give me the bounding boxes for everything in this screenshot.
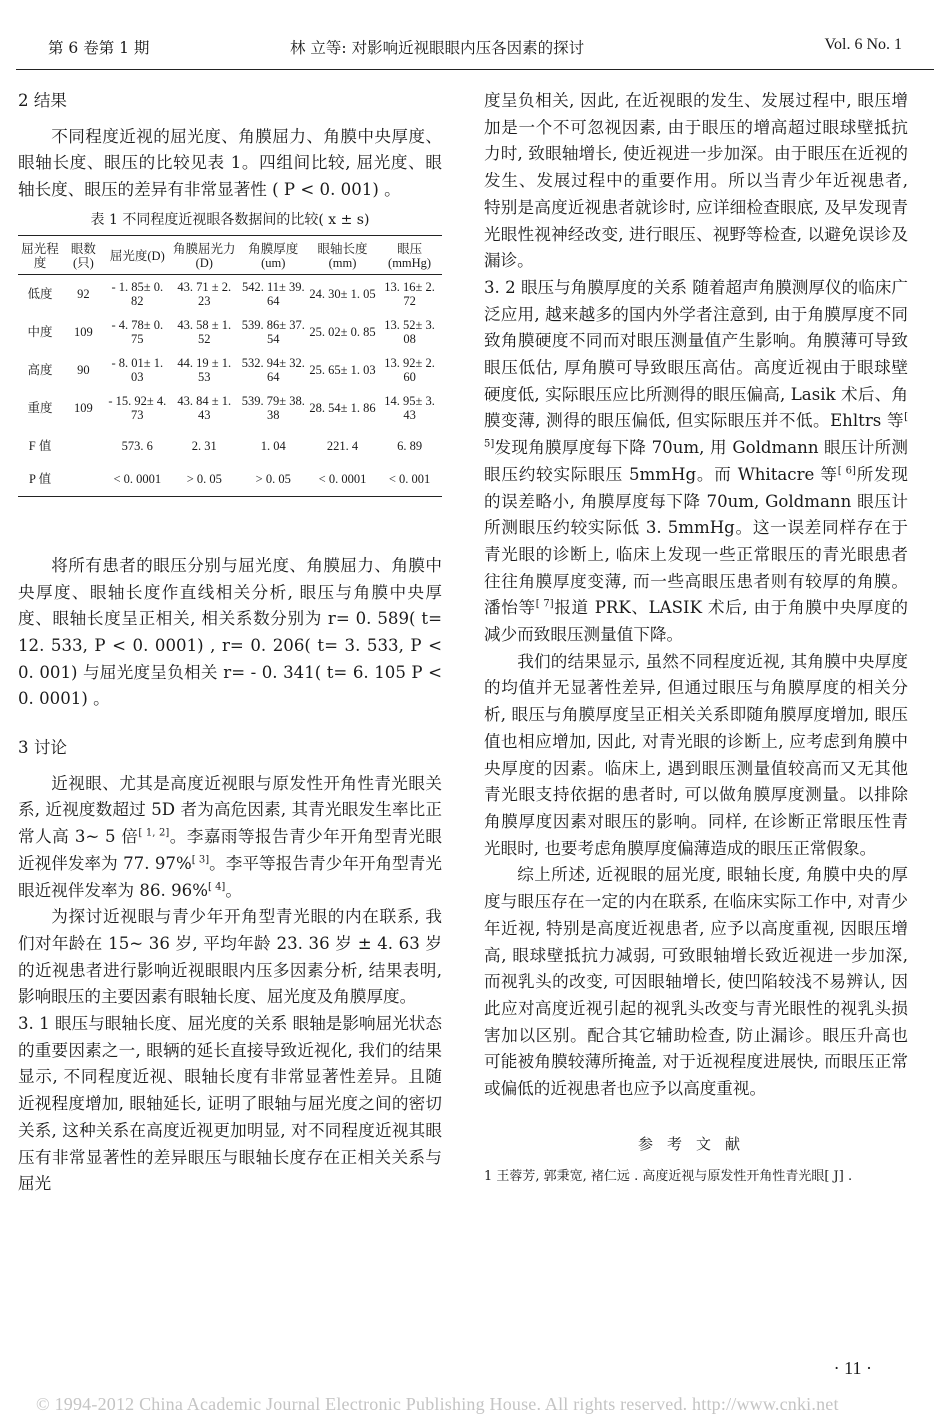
citation: [ 6] xyxy=(837,465,856,477)
table-row-f-value xyxy=(18,427,442,458)
text-span: 所发现的误差略小, 角膜厚度每下降 70um, Goldmann 眼压计所测眼压约较实际低 3. 5mmHg。这一误差同样存在于青光眼的诊断上, 临床上发现一些正常眼压的青光眼患者往往角膜厚度变薄, 而一些高眼压患者则有较厚的角膜。潘怡等 xyxy=(484,464,908,618)
left-column xyxy=(18,88,442,1198)
text-span: 。 xyxy=(225,880,242,900)
subsection-3-1-paragraph: 3. 1 眼压与眼轴长度、屈光度的关系 眼轴是影响屈光状态的重要因素之一, 眼辆的延长直接导致近视化, 我们的结果显示, 不同程度近视、眼轴长度有非常显著性差异。且随近视程度增加, 眼轴延长, 证明了眼轴与屈光度之间的密切关系, 这种关系在高度近视更加明显, 对不同程度近视其眼压有非常显著性的差异眼压与眼轴长度存在正相关关系与屈光 xyxy=(18,1014,442,1194)
table-cell: P 值 xyxy=(18,458,62,497)
subsection-3-2-paragraph xyxy=(484,275,908,649)
table-cell: F 值 xyxy=(28,438,52,453)
citation: [ 4] xyxy=(207,881,226,893)
table-cell: < 0. 001 xyxy=(377,458,442,497)
table-row xyxy=(18,274,442,313)
citation: [ 1, 2] xyxy=(138,827,170,839)
table-cell: 14. 95± 3. 43 xyxy=(384,393,435,422)
citation: [ 7] xyxy=(535,598,554,610)
table-cell: 25. 02± 0. 85 xyxy=(309,324,376,339)
table-row xyxy=(18,313,442,351)
table-cell: 24. 30± 1. 05 xyxy=(309,286,376,301)
table-cell: 低度 xyxy=(27,286,53,301)
table-cell: 539. 79± 38. 38 xyxy=(241,393,305,422)
table-header-cell: 眼压(mmHg) xyxy=(377,235,442,274)
table-header-cell: 角膜屈光力(D) xyxy=(170,235,239,274)
data-table xyxy=(18,235,442,497)
table-cell: 92 xyxy=(77,286,90,301)
table-cell: 539. 86± 37. 54 xyxy=(241,317,305,346)
table-header-cell: 屈光度(D) xyxy=(105,235,170,274)
text-span: 近视眼、尤其是高度近视眼与原发性开角性青光眼关系, 近视度数超过 5D 者为高危因素, 其青光眼发生率比正常人高 3~ 5 倍 xyxy=(18,773,442,847)
table-cell: 28. 54± 1. 86 xyxy=(309,400,376,415)
table-cell: 43. 71 ± 2. 23 xyxy=(177,279,232,308)
table-cell: 109 xyxy=(74,400,93,415)
table-cell: 542. 11± 39. 64 xyxy=(241,279,305,308)
citation: [ 3] xyxy=(191,854,210,866)
table-cell: 高度 xyxy=(27,362,53,377)
section-heading-results: 2 结果 xyxy=(18,91,68,110)
section-heading-discussion: 3 讨论 xyxy=(18,738,68,758)
results-paragraph: 不同程度近视的屈光度、角膜屈力、角膜中央厚度、眼轴长度、眼压的比较见表 1。四组间比较, 屈光度、眼轴长度、眼压的差异有非常显著性 ( P < 0. 001) 。 xyxy=(18,126,442,200)
table-row xyxy=(18,351,442,389)
table-cell: 221. 4 xyxy=(326,438,359,453)
table-cell: 25. 65± 1. 03 xyxy=(309,362,376,377)
text-span: 。李嘉雨等报告青少年开角型青光眼近视伴发率为 77. 97% xyxy=(18,827,442,873)
table-cell: 中度 xyxy=(27,324,53,339)
discussion-paragraph-1 xyxy=(18,771,442,905)
header-rule xyxy=(16,69,934,70)
table-header-cell: 角膜厚度(um) xyxy=(239,235,308,274)
table-cell: 573. 6 xyxy=(121,438,153,453)
table-header-cell: 屈光程度 xyxy=(18,235,62,274)
table-cell: 13. 92± 2. 60 xyxy=(384,355,435,384)
table-cell: 1. 04 xyxy=(260,438,286,453)
table-cell: 44. 19 ± 1. 53 xyxy=(177,355,232,384)
correlation-paragraph: 将所有患者的眼压分别与屈光度、角膜屈力、角膜中央厚度、眼轴长度作直线相关分析, 眼压与角膜中央厚度、眼轴长度呈正相关, 相关系数分别为 r= 0. 589( t= 12. 533, P < 0. 0001) , r= 0. 206( t= 3. 533, P < 0. 001) 与屈光度呈负相关 r= - 0. 341( t= 6. 105 P < 0. 0001) 。 xyxy=(18,555,442,709)
table-cell: > 0. 05 xyxy=(239,458,308,497)
table-cell: 13. 16± 2. 72 xyxy=(384,279,435,308)
discussion-paragraph-2: 为探讨近视眼与青少年开角型青光眼的内在联系, 我们对年龄在 15~ 36 岁, 平均年龄 23. 36 岁 ± 4. 63 岁的近视患者进行影响近视眼眼内压多因素分析, 结果表明, 影响眼压的主要因素有眼轴长度、屈光度及角膜厚度。 xyxy=(18,907,442,1007)
table-header-cell: 眼轴长度(mm) xyxy=(308,235,377,274)
running-header-volume-en: Vol. 6 No. 1 xyxy=(824,36,902,53)
text-span: 。李平等报告青少年开角型青光眼近视伴发率为 86. 96% xyxy=(18,853,443,900)
table-row-p-value xyxy=(18,458,442,497)
table-cell xyxy=(62,458,105,497)
reference-item: 1 王蓉芳, 郭秉宽, 褚仁远 . 高度近视与原发性开角性青光眼[ J] . xyxy=(484,1168,853,1184)
copyright-watermark: © 1994-2012 China Academic Journal Electronic Publishing House. All rights reserved. http://www.cnki.net xyxy=(36,1394,839,1414)
citation: [ 5] xyxy=(484,411,908,450)
table-cell xyxy=(62,427,105,458)
table-cell: < 0. 0001 xyxy=(308,458,377,497)
table-cell: 90 xyxy=(77,362,90,377)
table-row xyxy=(18,389,442,427)
page-number: · 11 · xyxy=(833,1358,872,1378)
text-span: 发现角膜厚度每下降 70um, 用 Goldmann 眼压计所测眼压约较实际眼压 5mmHg。而 Whitacre 等 xyxy=(484,438,908,484)
table-cell: 43. 58 ± 1. 52 xyxy=(177,317,232,346)
conclusion-paragraph: 综上所述, 近视眼的屈光度, 眼轴长度, 角膜中央的厚度与眼压存在一定的内在联系, 在临床实际工作中, 对青少年近视, 特别是高度近视患者, 应予以高度重视, 因眼压增高, 眼球壁抵抗力减弱, 可致眼轴增长致近视进一步加深, 而视乳头的改变, 可因眼轴增长, 使凹陷较浅不易辨认, 因此应对高度近视引起的视乳头改变与青光眼性的视乳头损害加以区别。配合其它辅助检查, 防止漏诊。眼压升高也可能被角膜较薄所掩盖, 对于近视程度进展快, 而眼压正常或偏低的近视患者也应予以高度重视。 xyxy=(484,865,908,1099)
text-span: 报道 PRK、LASIK 术后, 由于角膜中央厚度的减少而致眼压测量值下降。 xyxy=(484,598,908,645)
table-cell: 109 xyxy=(74,324,93,339)
table-cell: - 15. 92± 4. 73 xyxy=(108,393,167,422)
table-cell: - 8. 01± 1. 03 xyxy=(111,355,164,384)
table-caption: 表 1 不同程度近视眼各数据间的比较( x ± s) xyxy=(90,211,370,228)
findings-paragraph: 我们的结果显示, 虽然不同程度近视, 其角膜中央厚度的均值并无显著性差异, 但通过眼压与角膜厚度的相关分析, 眼压与角膜厚度呈正相关关系即随角膜厚度增加, 眼压值也相应增加, 因此, 对青光眼的诊断上, 应考虑到角膜中央厚度的因素。临床上, 遇到眼压测量值较高而又无其他青光眼支持依据的患者时, 可以做角膜厚度测量。以排除角膜厚度因素对眼压的影响。同样, 在诊断正常眼压性青光眼时, 也要考虑角膜厚度偏薄造成的眼压正常假象。 xyxy=(484,651,908,858)
table-cell: 重度 xyxy=(27,400,53,415)
table-cell: 13. 52± 3. 08 xyxy=(384,317,435,346)
table-cell: > 0. 05 xyxy=(170,458,239,497)
table-cell: 532. 94± 32. 64 xyxy=(241,355,305,384)
running-header-volume: 第 6 卷第 1 期 xyxy=(48,39,150,57)
table-cell: 2. 31 xyxy=(191,438,217,453)
references-heading: 参考文献 xyxy=(637,1134,754,1153)
running-header-title: 林 立等: 对影响近视眼眼内压各因素的探讨 xyxy=(290,39,585,57)
right-column xyxy=(484,88,908,1187)
table-cell: 43. 84 ± 1. 43 xyxy=(177,393,232,422)
table-cell: - 1. 85± 0. 82 xyxy=(111,279,164,308)
table-header-row xyxy=(18,235,442,274)
table-cell: - 4. 78± 0. 75 xyxy=(111,317,164,346)
table-header-cell: 眼数(只) xyxy=(62,235,105,274)
table-cell: < 0. 0001 xyxy=(105,458,170,497)
text-span: 3. 2 眼压与角膜厚度的关系 随着超声角膜测厚仪的临床广泛应用, 越来越多的国内外学者注意到, 由于角膜厚度不同致角膜硬度不同而对眼压测量值产生影响。角膜薄可导致眼压低估, 厚角膜可导致眼压高估。高度近视由于眼球壁硬度低, 实际眼压应比所测得的眼压偏高, Lasik 术后、角膜变薄, 测得的眼压偏低, 但实际眼压并不低。Ehltrs 等 xyxy=(484,277,908,431)
continued-paragraph: 度呈负相关, 因此, 在近视眼的发生、发展过程中, 眼压增加是一个不可忽视因素, 由于眼压的增高超过眼球壁抵抗力时, 致眼轴增长, 使近视进一步加深。由于眼压在近视的发生、发展过程中的重要作用。所以当青少年近视患者, 特别是高度近视患者就诊时, 应详细检查眼底, 及早发现青光眼性视神经改变, 进行眼压、视野等检查, 以避免误诊及漏诊。 xyxy=(484,91,908,271)
table-cell: 6. 89 xyxy=(397,438,423,453)
